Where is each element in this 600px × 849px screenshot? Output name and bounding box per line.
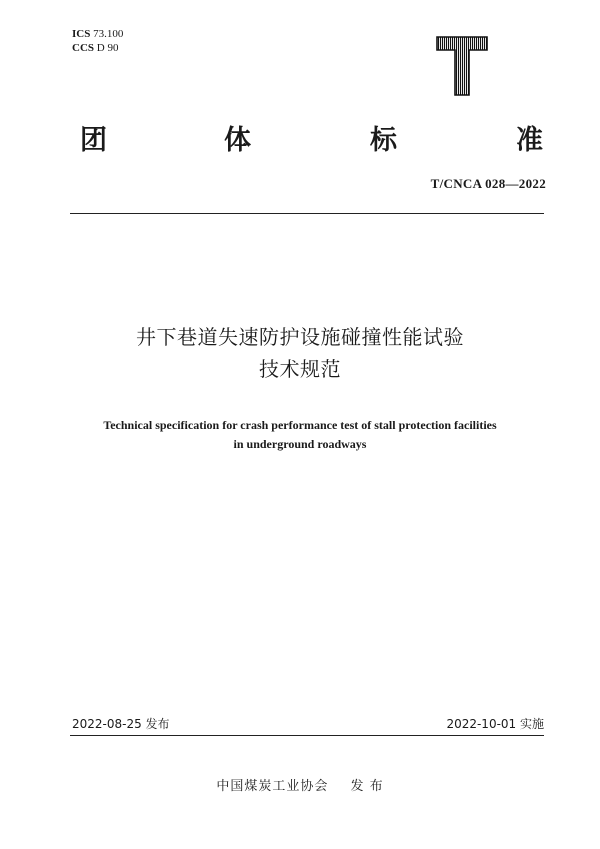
english-title bbox=[0, 416, 600, 454]
standard-type-char-2: 体 bbox=[224, 125, 251, 156]
chinese-title-line-2: 技术规范 bbox=[259, 357, 341, 381]
publisher bbox=[0, 775, 600, 794]
ccs-code: D 90 bbox=[96, 42, 119, 54]
ccs-label: CCS bbox=[72, 42, 95, 54]
standard-type-char-4: 准 bbox=[516, 125, 543, 156]
standard-type-char-1: 团 bbox=[80, 125, 107, 156]
chinese-title-line-1: 井下巷道失速防护设施碰撞性能试验 bbox=[136, 325, 464, 349]
group-standard-logo bbox=[436, 36, 488, 96]
chinese-title bbox=[0, 321, 600, 385]
english-title-line-2: in underground roadways bbox=[233, 437, 367, 451]
standard-type-heading bbox=[80, 118, 550, 158]
english-title-line-1: Technical specification for crash performance test of stall protection facilities bbox=[103, 418, 497, 432]
top-divider bbox=[70, 213, 544, 214]
issue-date: 2022-08-25 发布 bbox=[72, 717, 170, 731]
standard-type-char-3: 标 bbox=[370, 125, 397, 156]
implementation-date: 2022-10-01 实施 bbox=[446, 717, 544, 731]
publisher-verb: 发 布 bbox=[350, 779, 384, 794]
bottom-divider bbox=[70, 735, 544, 736]
publisher-name: 中国煤炭工业协会 bbox=[216, 779, 329, 794]
classification-codes bbox=[72, 27, 123, 55]
standard-number: T/CNCA 028—2022 bbox=[430, 176, 546, 191]
ccs-code-line bbox=[72, 41, 123, 55]
ics-code-line bbox=[72, 27, 123, 41]
ics-code: 73.100 bbox=[93, 28, 124, 40]
ics-label: ICS bbox=[72, 28, 91, 40]
